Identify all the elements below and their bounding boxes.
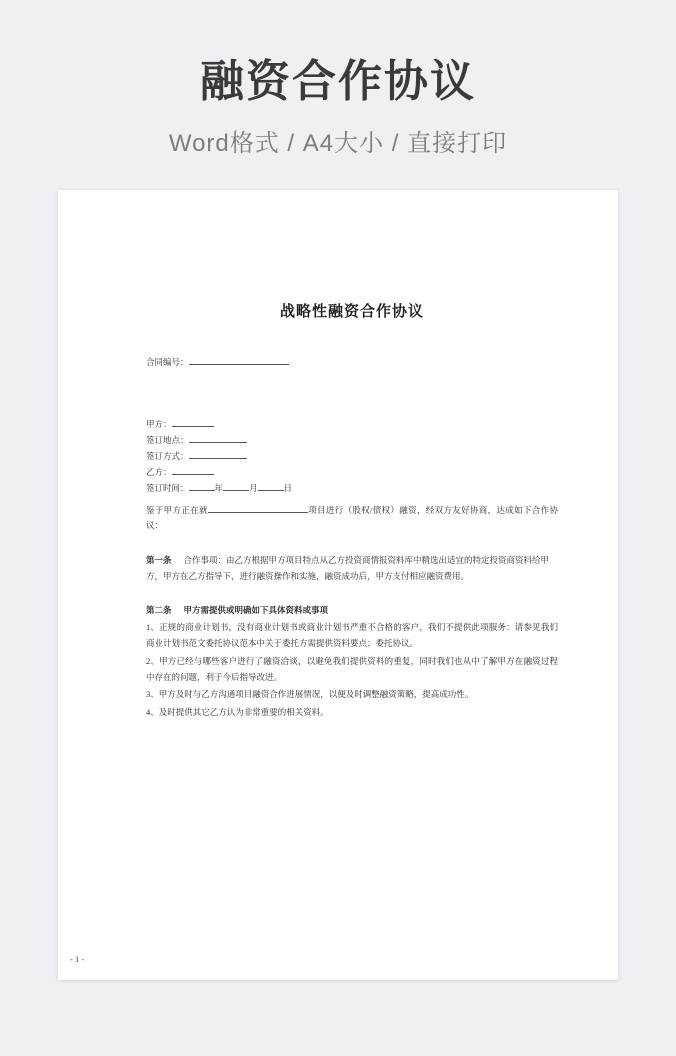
field-row-party-b [146,464,558,480]
sign-time-year-label: 年 [214,483,224,494]
document-preview [58,190,618,980]
page-subtitle: Word格式 / A4大小 / 直接打印 [168,129,508,157]
field-row-sign-time [146,480,558,496]
preamble-project-blank [208,503,308,513]
field-label-party-b: 乙方： [146,467,172,478]
list-item: 1、正规的商业计划书，没有商业计划书或商业计划书严重不合格的客户，我们不提供此项服务：请参见我们商业计划书范文委托协议范本中关于委托方需提供资料要点；委托协议。 [146,622,558,649]
field-blank-party-a [172,417,214,427]
sign-time-month-label: 月 [249,483,258,494]
sign-time-year-blank [189,481,215,491]
field-row-sign-method [146,448,558,464]
list-item: 3、甲方及时与乙方沟通项目融资合作进展情况，以便及时调整融资策略，提高成功性。 [146,689,474,700]
section-article-1 [146,552,558,584]
field-label-sign-time: 签订时间： [146,483,189,494]
contract-number-blank [189,355,289,365]
field-row-sign-place [146,432,558,448]
sign-time-day-blank [258,481,284,491]
preamble-text-1: 鉴于甲方正在就 [146,504,208,515]
section-2-number: 第二条 [146,605,172,616]
field-label-party-a: 甲方： [146,418,172,429]
field-label-sign-place: 签订地点： [146,434,189,445]
field-blank-party-b [172,465,214,475]
section-2-title: 甲方需提供或明确如下具体资料或事项 [183,605,329,616]
header-banner [0,0,676,158]
document-body [146,300,558,940]
section-article-2 [146,602,558,720]
preamble-paragraph [146,503,558,534]
document-title: 战略性融资合作协议 [279,303,424,320]
field-blank-sign-place [189,433,247,443]
section-1-number: 第一条 [146,554,172,565]
field-row-party-a [146,416,558,432]
field-blank-sign-method [189,449,247,459]
list-item: 2、甲方已经与哪些客户进行了融资洽谈，以避免我们提供资料的重复，同时我们也从中了解甲方在融资过程中存在的问题，利于今后指导改进。 [146,655,558,682]
preamble-text-2: 项目进行（股权/债权）融资，经双方友好协商，达成如下合作协议： [146,504,558,531]
sign-time-month-blank [223,481,249,491]
contract-number-row [146,355,558,368]
page-title: 融资合作协议 [200,57,476,106]
list-item: 4、及时提供其它乙方认为非常重要的相关资料。 [146,706,329,717]
sign-time-day-label: 日 [283,483,293,494]
contract-number-label: 合同编号： [146,356,189,367]
section-1-heading [146,552,558,584]
page-number: - 1 - [70,953,85,964]
section-2-heading [146,602,558,618]
section-1-text: 合作事项：由乙方根据甲方项目特点从乙方投资商情报资料库中精选出适宜的特定投资商资料给甲方，甲方在乙方指导下，进行融资操作和实施，融资成功后，甲方支付相应融资费用。 [146,554,550,582]
field-label-sign-method: 签订方式： [146,451,189,462]
